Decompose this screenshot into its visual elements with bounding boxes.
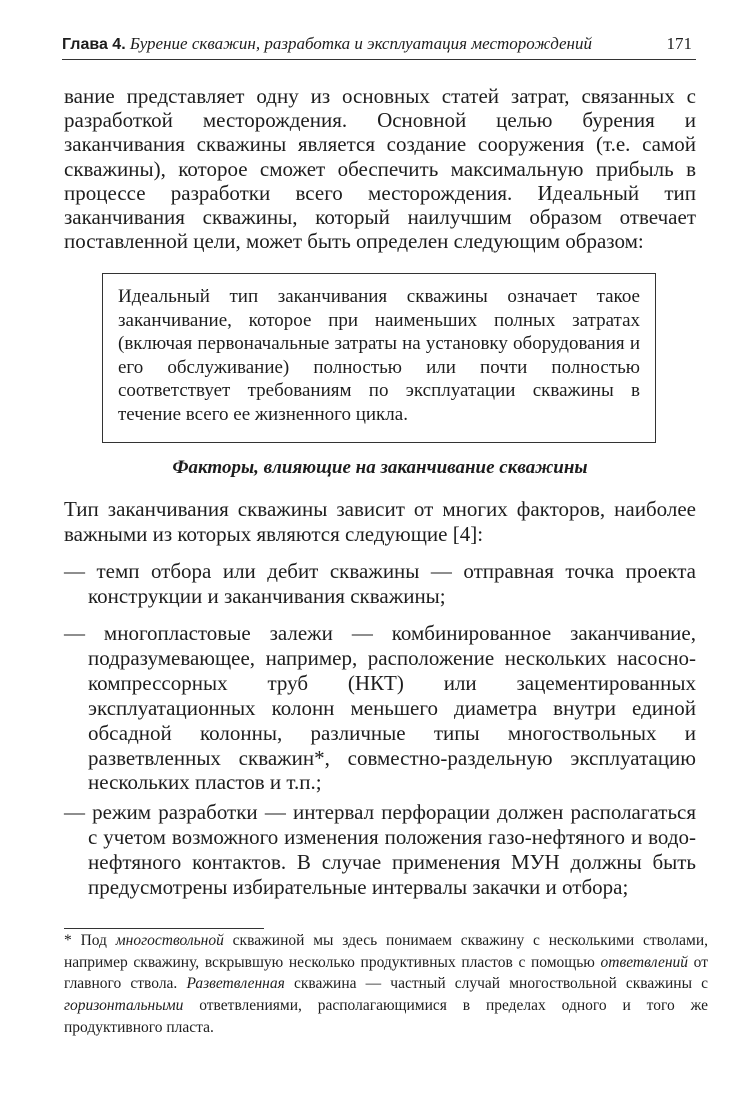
lead-paragraph: Тип заканчивания скважины зависит от многих факторов, наиболее важными из которых являются следующие [4]: [64, 497, 696, 546]
footnote-text: от главного ствола. [64, 953, 708, 993]
factor-item: — темп отбора или дебит скважины — отправная точка проекта конструкции и заканчивания скважины; [64, 559, 696, 608]
section-heading: Факторы, влияющие на заканчивание скважины [172, 457, 588, 478]
running-header [62, 33, 696, 60]
footnote [64, 930, 708, 1039]
footnote-emphasis: горизонтальными [64, 997, 184, 1015]
chapter-title: Бурение скважин, разработка и эксплуатация месторождений [129, 34, 592, 53]
footnote-emphasis: ответвлений [600, 953, 689, 971]
factor-item: — режим разработки — интервал перфорации должен располагаться с учетом возможного изменения положения газо-нефтяного и водо-нефтяного контактов. В случае применения МУН должны быть предусмотрены избирательные интервалы закачки и отбора; [64, 800, 696, 899]
page-number: 171 [666, 34, 692, 53]
definition-box [102, 273, 656, 443]
footnote-text: * Под [64, 932, 116, 949]
footnote-emphasis: Разветвленная [186, 975, 285, 993]
chapter-label: Глава 4. [62, 36, 126, 53]
factor-item: — многопластовые залежи — комбинированное заканчивание, подразумевающее, например, расположение нескольких насосно-компрессорных труб (НКТ) или зацементированных эксплуатационных колонн меньшего диаметра внутри единой обсадной колонны, различные типы многоствольных и разветвленных скважин*, совместно-раздельную эксплуатацию нескольких пластов и т.п.; [64, 621, 696, 795]
footnote-text: ответвлениями, располагающимися в пределах одного и того же продуктивного пласта. [64, 997, 708, 1036]
footnote-text: скважиной мы здесь понимаем скважину с несколькими стволами, например скважину, вскрывшую несколько продуктивных пластов с помощью [64, 932, 708, 971]
footnote-rule [64, 928, 264, 929]
intro-paragraph: вание представляет одну из основных статей затрат, связанных с разработкой месторождения. Основной целью бурения и заканчивания скважины является создание сооружения (т.е. самой скважины), которое сможет обеспечить максимальную прибыль в процессе разработки всего месторождения. Идеальный тип заканчивания скважины, который наилучшим образом отвечает поставленной цели, может быть определен следующим образом: [64, 84, 696, 254]
definition-text: Идеальный тип заканчивания скважины означает такое заканчивание, которое при наименьших полных затратах (включая первоначальные затраты на установку оборудования и его обслуживание) полностью или почти полностью соответствует требованиям по эксплуатации скважины в течение всего ее жизненного цикла. [118, 286, 640, 425]
footnote-text: скважина — частный случай многоствольной скважины с [284, 975, 709, 993]
footnote-emphasis: многоствольной [115, 932, 224, 949]
